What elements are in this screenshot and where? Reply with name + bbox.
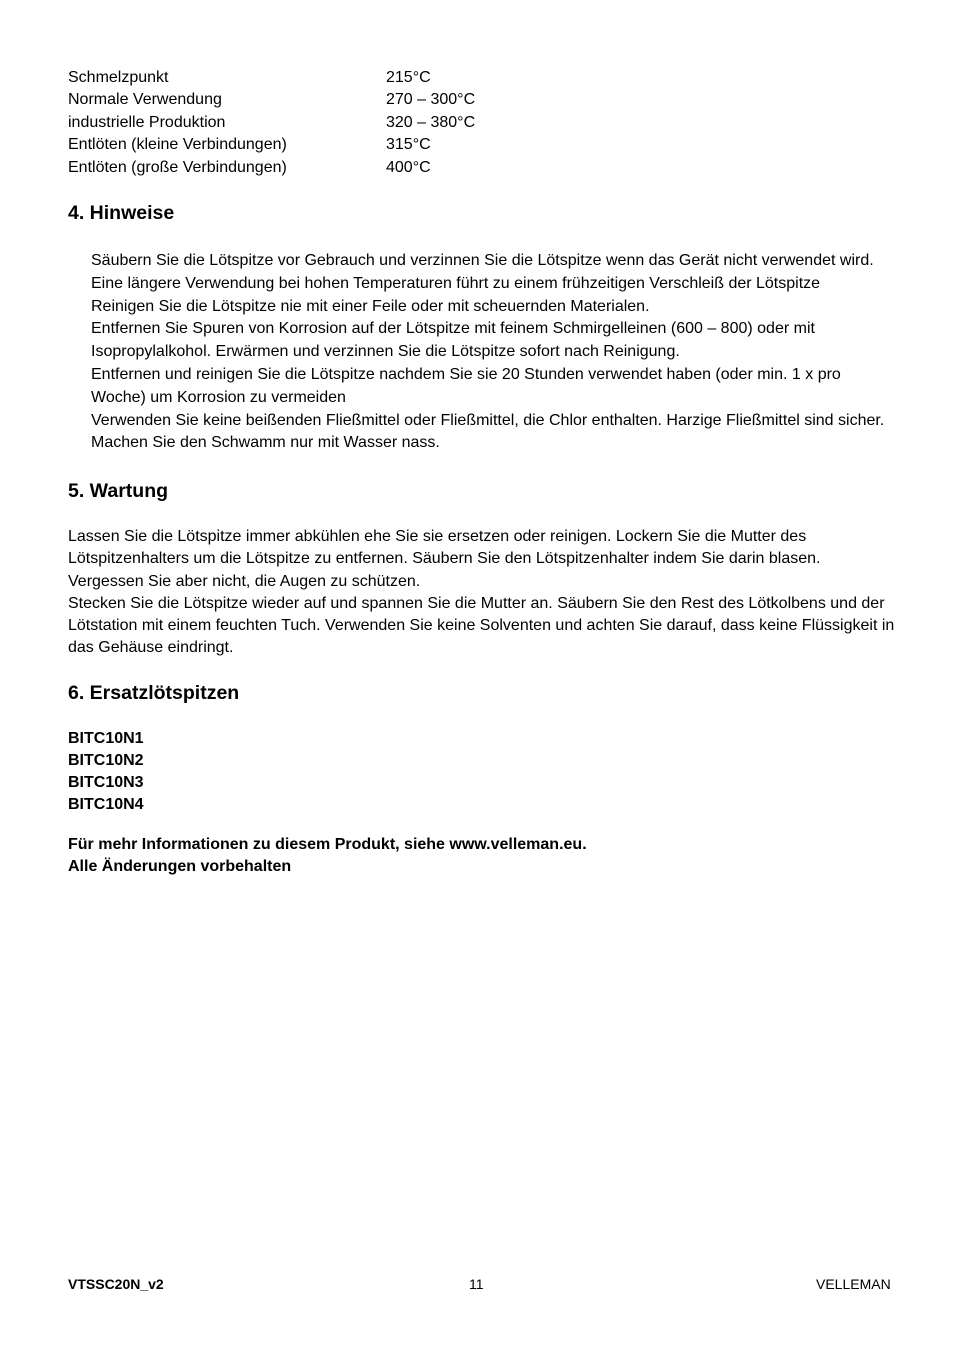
hinweis-line: Woche) um Korrosion zu vermeiden (91, 388, 346, 406)
temperature-row (68, 112, 568, 134)
temperature-value: 270 – 300°C (386, 91, 476, 109)
temperature-value: 400°C (386, 158, 431, 176)
closing-notes (68, 834, 587, 878)
temperature-row (68, 89, 568, 111)
temperature-value: 215°C (386, 69, 431, 86)
wartung-line: Stecken Sie die Lötspitze wieder auf und spannen Sie die Mutter an. Säubern Sie den Rest des Lötkolbens und der (68, 594, 885, 612)
wartung-line: Lötstation mit einem feuchten Tuch. Verwenden Sie keine Solventen und achten Sie darauf, dass keine Flüssigkeit in (68, 617, 895, 635)
hinweis-line: Entfernen und reinigen Sie die Lötspitze nachdem Sie sie 20 Stunden verwendet haben (oder min. 1 x pro (91, 365, 841, 383)
ersatz-item: BITC10N2 (68, 752, 144, 769)
section-heading-wartung: 5. Wartung (68, 480, 169, 502)
hinweis-line: Eine längere Verwendung bei hohen Temperaturen führt zu einem frühzeitigen Verschleiß der Lötspitze (91, 274, 821, 292)
wartung-line: Lötspitzenhalters um die Lötspitze zu entfernen. Säubern Sie den Lötspitzenhalter indem Sie darin blasen. (68, 550, 821, 568)
wartung-line: Lassen Sie die Lötspitze immer abkühlen ehe Sie sie ersetzen oder reinigen. Lockern Sie die Mutter des (68, 528, 807, 545)
closing-disclaimer: Alle Änderungen vorbehalten (68, 858, 292, 875)
temperature-row (68, 134, 568, 156)
hinweis-line: Reinigen Sie die Lötspitze nie mit einer Feile oder mit scheuernden Materialen. (91, 297, 650, 315)
temperature-row (68, 157, 568, 179)
temperature-label: industrielle Produktion (68, 113, 226, 131)
hinweise-list (91, 250, 901, 455)
temperature-value: 320 – 380°C (386, 113, 476, 131)
ersatz-item: BITC10N4 (68, 796, 144, 813)
section-heading-ersatz: 6. Ersatzlötspitzen (68, 682, 240, 704)
wartung-line: das Gehäuse eindringt. (68, 639, 234, 657)
hinweis-line: Verwenden Sie keine beißenden Fließmittel oder Fließmittel, die Chlor enthalten. Harzige Fließmittel sind sicher. (91, 411, 885, 429)
temperature-label: Entlöten (kleine Verbindungen) (68, 136, 287, 154)
temperature-row (68, 67, 568, 89)
temperature-label: Schmelzpunkt (68, 69, 169, 86)
wartung-paragraph (68, 526, 898, 660)
ersatz-list (68, 728, 144, 816)
footer-page-number: 11 (469, 1276, 484, 1292)
hinweis-line: Machen Sie den Schwamm nur mit Wasser nass. (91, 434, 440, 452)
ersatz-item: BITC10N1 (68, 730, 144, 747)
footer-model: VTSSC20N_v2 (68, 1276, 164, 1292)
footer-brand: VELLEMAN (816, 1276, 891, 1292)
temperature-value: 315°C (386, 136, 431, 154)
temperature-label: Entlöten (große Verbindungen) (68, 158, 287, 176)
closing-info: Für mehr Informationen zu diesem Produkt, siehe www.velleman.eu. (68, 836, 587, 853)
ersatz-item: BITC10N3 (68, 774, 144, 791)
hinweis-line: Säubern Sie die Lötspitze vor Gebrauch und verzinnen Sie die Lötspitze wenn das Gerät nicht verwendet wird. (91, 252, 874, 269)
wartung-line: Vergessen Sie aber nicht, die Augen zu schützen. (68, 572, 421, 590)
hinweis-line: Entfernen Sie Spuren von Korrosion auf der Lötspitze mit feinem Schmirgelleinen (600 – 800) oder mit (91, 320, 815, 338)
temperature-label: Normale Verwendung (68, 91, 222, 109)
section-heading-hinweise: 4. Hinweise (68, 202, 175, 224)
hinweis-line: Isopropylalkohol. Erwärmen und verzinnen Sie die Lötspitze sofort nach Reinigung. (91, 343, 680, 361)
temperature-table (68, 67, 568, 179)
